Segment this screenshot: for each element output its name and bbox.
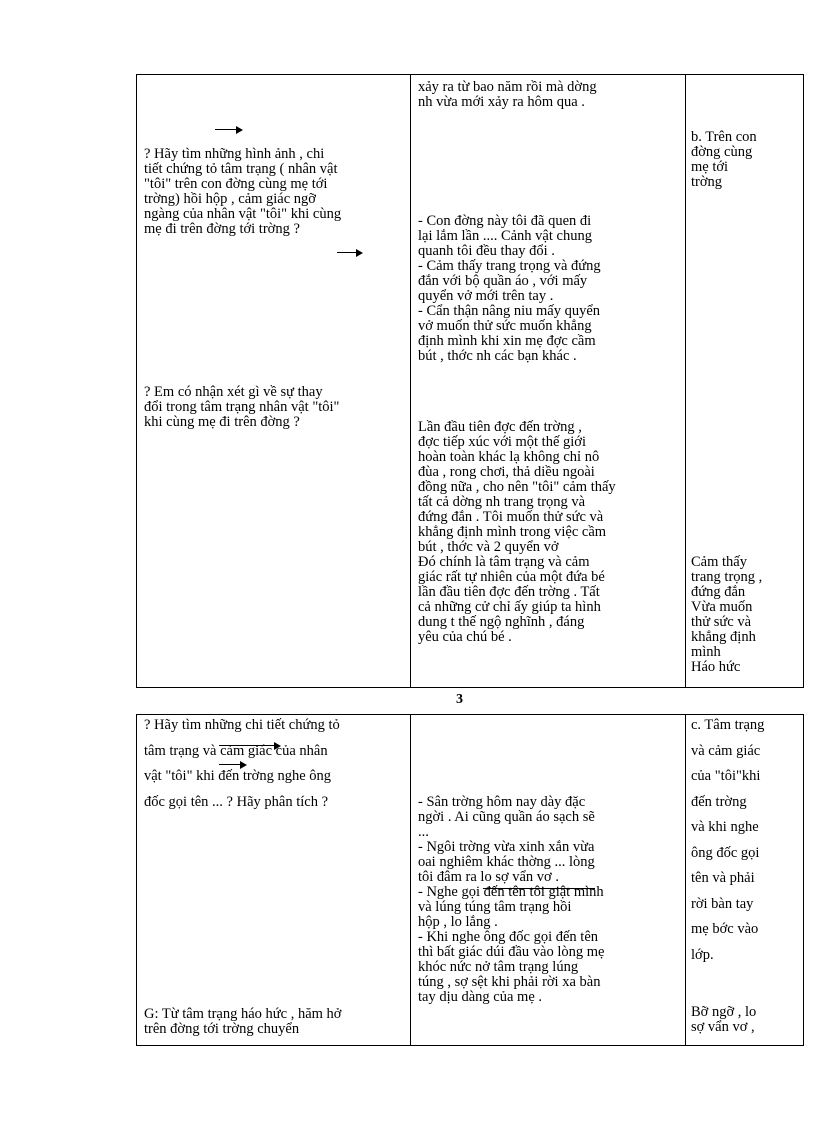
answer-column xyxy=(410,715,686,1045)
arrow-mark xyxy=(337,252,361,253)
question-column xyxy=(137,75,410,687)
question-1: ? Hãy tìm những hình ảnh , chi tiết chứng tỏ tâm trạng ( nhân vật "tôi" trên con đờng cùng mẹ tới trờng) hồi hộp , cảm giác ngỡ ngàng của nhân vật "tôi" khi cùng mẹ đi trên đờng tới trờng ? xyxy=(144,146,342,237)
answer-column xyxy=(410,75,686,687)
section-heading-c: c. Tâm trạng và cảm giác của "tôi"khi đến trờng và khi nghe ông đốc gọi tên và phải rời bàn tay mẹ bớc vào lớp. xyxy=(691,717,765,963)
teacher-transition: G: Từ tâm trạng háo hức , hăm hở trên đờng tới trờng chuyển xyxy=(144,1006,342,1037)
summary-column xyxy=(685,75,803,687)
arrow-mark xyxy=(215,129,241,130)
arrow-mark xyxy=(219,745,279,746)
arrow-mark xyxy=(219,764,245,765)
question-column xyxy=(137,715,410,1045)
lesson-table-part-2 xyxy=(136,714,804,1046)
page-number: 3 xyxy=(456,692,463,707)
summary-note: Cảm thấy trang trọng , đứng đắn Vừa muốn thử sức và khẳng định mình Háo hức xyxy=(691,554,763,675)
answer-analysis: Lần đầu tiên đợc đến trờng , đợc tiếp xúc với một thế giới hoàn toàn khác lạ không chỉ nô đùa , rong chơi, thả diều ngoài đồng nữa , cho nên "tôi" cảm thấy tất cả dờng nh trang trọng và đứng đắn . Tôi muốn thử sức và khẳng định mình trong việc cầm bút , thớc và 2 quyển vở Đó chính là tâm trạng và cảm giác rất tự nhiên của một đứa bé lần đầu tiên đợc đến trờng . Tất cả những cử chỉ ấy giúp ta hình dung t thế ngộ nghĩnh , đáng yêu của chú bé . xyxy=(418,419,616,645)
answer-details: - Con đờng này tôi đã quen đi lại lắm lần .... Cảnh vật chung quanh tôi đều thay đổi . - Cảm thấy trang trọng và đứng đắn với bộ quần áo , với mấy quyển vở mới trên tay . - Cẩn thận nâng niu mấy quyển vở muốn thử sức muốn khẳng định mình khi xin mẹ đợc cầm bút , thớc nh các bạn khác . xyxy=(418,213,601,364)
underline-mark xyxy=(483,888,595,889)
summary-note: Bỡ ngỡ , lo sợ vẩn vơ , xyxy=(691,1004,757,1035)
question-2: ? Em có nhận xét gì về sự thay đổi trong tâm trạng nhân vật "tôi" khi cùng mẹ đi trên đờng ? xyxy=(144,384,340,430)
summary-column xyxy=(685,715,803,1045)
section-heading-b: b. Trên con đờng cùng mẹ tới trờng xyxy=(691,129,757,190)
question-3: ? Hãy tìm những chi tiết chứng tỏ tâm trạng và cảm giác của nhân vật "tôi" khi đến trờng nghe ông đốc gọi tên ... ? Hãy phân tích ? xyxy=(144,717,340,810)
answer-continued: xảy ra từ bao năm rồi mà dờng nh vừa mới xảy ra hôm qua . xyxy=(418,79,597,110)
answer-details: - Sân trờng hôm nay dày đặc ngời . Ai cũng quần áo sạch sẽ ... - Ngôi trờng vừa xinh xắn vừa oai nghiêm khác thờng ... lòng tôi đâm ra lo sợ vẩn vơ . - Nghe gọi đến tên tôi giật mình và lúng túng tâm trạng hồi hộp , lo lắng . - Khi nghe ông đốc gọi đến tên thì bất giác dúi đầu vào lòng mẹ khóc nức nở tâm trạng lúng túng , sợ sệt khi phải rời xa bàn tay dịu dàng của mẹ . xyxy=(418,794,605,1005)
lesson-table-part-1 xyxy=(136,74,804,688)
